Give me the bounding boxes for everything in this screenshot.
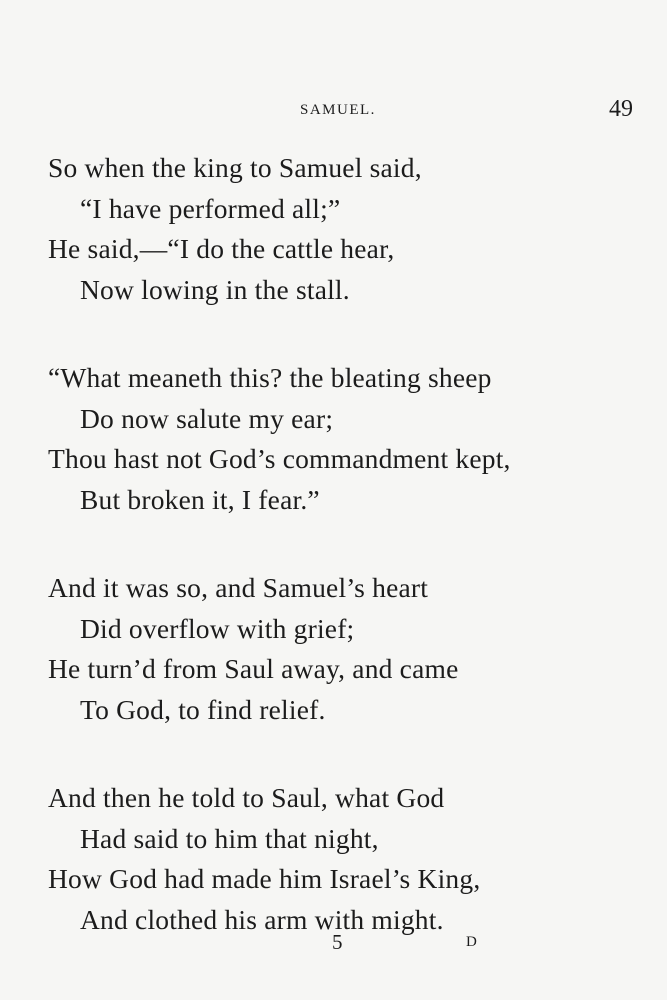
running-title: SAMUEL. — [300, 102, 376, 118]
stanza-2 — [0, 358, 667, 520]
poem-line: But broken it, I fear.” — [80, 483, 320, 515]
poem — [0, 148, 667, 988]
poem-line: Had said to him that night, — [80, 822, 379, 854]
page-number: 49 — [609, 96, 633, 122]
stanza-4 — [0, 778, 667, 940]
poem-line: He turn’d from Saul away, and came — [48, 653, 459, 684]
poem-line: “I have performed all;” — [80, 192, 341, 224]
stanza-1 — [0, 148, 667, 310]
poem-line: So when the king to Samuel said, — [48, 152, 422, 183]
signature-number: 5 — [332, 930, 343, 954]
poem-line: To God, to find relief. — [80, 693, 326, 725]
poem-line: Thou hast not God’s commandment kept, — [48, 443, 511, 474]
poem-line: And then he told to Saul, what God — [48, 782, 445, 813]
poem-line: Did overflow with grief; — [80, 612, 355, 644]
poem-line: And clothed his arm with might. — [80, 903, 444, 935]
poem-line: He said,—“I do the cattle hear, — [48, 233, 395, 264]
poem-line: How God had made him Israel’s King, — [48, 863, 481, 894]
poem-line: Now lowing in the stall. — [80, 273, 350, 305]
poem-line: “What meaneth this? the bleating sheep — [48, 362, 492, 393]
poem-line: And it was so, and Samuel’s heart — [48, 572, 429, 603]
stanza-3 — [0, 568, 667, 730]
running-head — [0, 96, 667, 130]
signature-mark — [0, 930, 667, 960]
signature-letter: D — [466, 934, 477, 950]
poem-line: Do now salute my ear; — [80, 402, 334, 434]
